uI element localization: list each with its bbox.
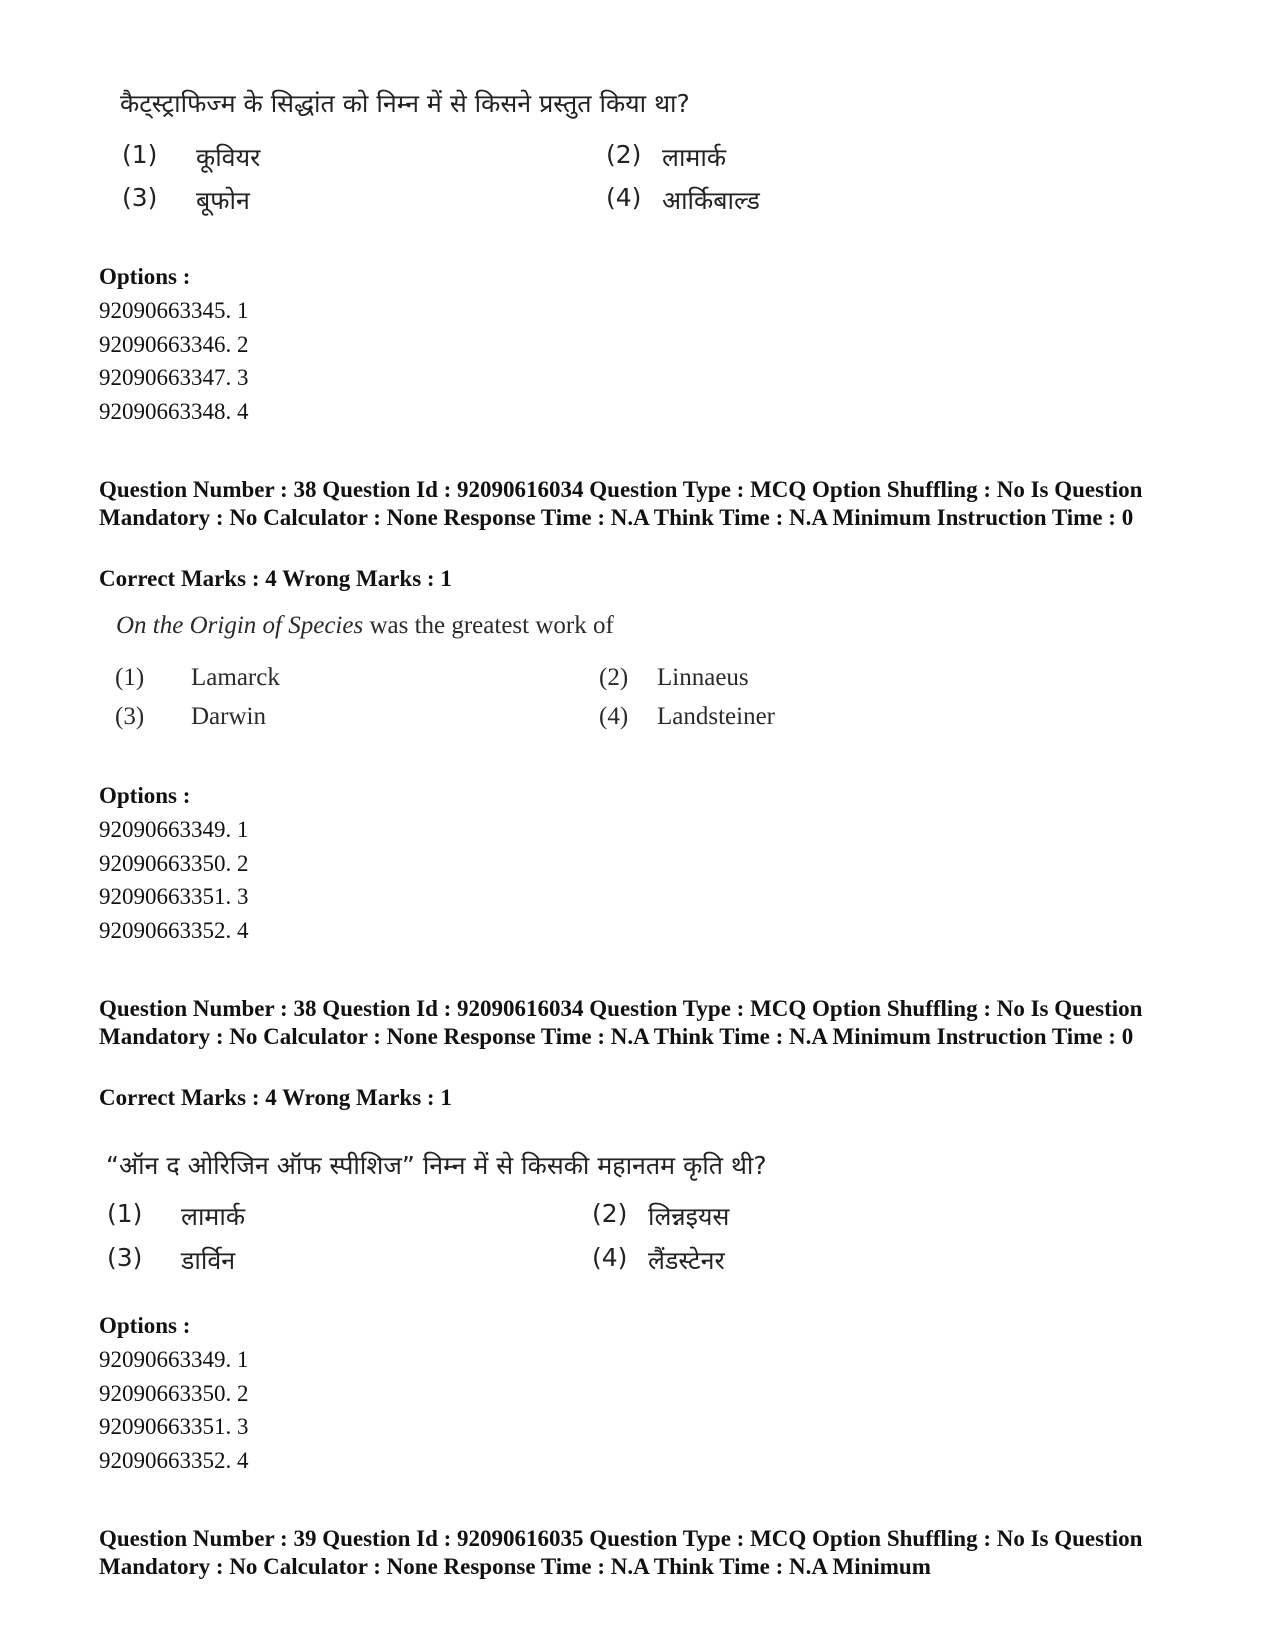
choice-text: लैंडस्टेनर — [648, 1246, 725, 1275]
option-line: 92090663352. 4 — [99, 1448, 249, 1473]
option-line: 92090663349. 1 — [99, 1347, 249, 1372]
question-text — [116, 612, 614, 640]
question-rest: was the greatest work of — [363, 612, 614, 639]
choice-number: (1) — [115, 664, 145, 691]
choice-number: (2) — [606, 140, 642, 169]
choice-text: लामार्क — [181, 1202, 246, 1231]
choice-3 — [122, 183, 522, 217]
option-line: 92090663348. 4 — [99, 399, 249, 424]
options-label: Options : — [99, 264, 191, 289]
choice-text: कूवियर — [196, 143, 261, 172]
choice-2 — [592, 1199, 992, 1233]
question-text: “ऑन द ओरिजिन ऑफ स्पीशिज” निम्न में से किसकी महानतम कृति थी? — [106, 1151, 767, 1180]
choice-number: (1) — [122, 140, 158, 169]
marks-line: Correct Marks : 4 Wrong Marks : 1 — [99, 566, 452, 591]
marks-line: Correct Marks : 4 Wrong Marks : 1 — [99, 1085, 452, 1110]
choice-number: (3) — [115, 703, 145, 730]
option-line: 92090663346. 2 — [99, 332, 249, 357]
choice-text: बूफोन — [196, 186, 250, 215]
choice-text: आर्किबाल्ड — [662, 186, 760, 215]
choice-text: लामार्क — [662, 143, 727, 172]
choice-text: लिन्नइयस — [648, 1202, 730, 1231]
choice-text: Darwin — [191, 703, 266, 730]
question-header: Question Number : 38 Question Id : 92090616034 Question Type : MCQ Option Shuffling : No Is Question Mandatory : No Calculator : None Response Time : N.A Think Time : N.A Minimum Instruction Time : 0 — [99, 477, 1143, 530]
options-label: Options : — [99, 1313, 191, 1338]
option-line: 92090663349. 1 — [99, 817, 249, 842]
choice-3 — [115, 703, 515, 735]
choice-number: (4) — [599, 703, 629, 730]
choice-text: Landsteiner — [657, 703, 776, 730]
option-line: 92090663351. 3 — [99, 884, 249, 909]
choice-4 — [592, 1243, 992, 1277]
option-line: 92090663350. 2 — [99, 851, 249, 876]
option-line: 92090663351. 3 — [99, 1414, 249, 1439]
choice-text: Linnaeus — [657, 664, 749, 691]
choice-number: (2) — [592, 1199, 628, 1228]
choice-number: (1) — [107, 1199, 143, 1228]
choice-number: (4) — [592, 1243, 628, 1272]
options-label: Options : — [99, 783, 191, 808]
choice-text: Lamarck — [191, 664, 280, 691]
choice-1 — [115, 664, 515, 696]
choice-2 — [599, 664, 999, 696]
choice-number: (3) — [107, 1243, 143, 1272]
choice-4 — [599, 703, 999, 735]
choice-number: (4) — [606, 183, 642, 212]
choice-1 — [107, 1199, 507, 1233]
option-line: 92090663350. 2 — [99, 1381, 249, 1406]
option-line: 92090663347. 3 — [99, 365, 249, 390]
choice-number: (3) — [122, 183, 158, 212]
question-header: Question Number : 38 Question Id : 92090616034 Question Type : MCQ Option Shuffling : No Is Question Mandatory : No Calculator : None Response Time : N.A Think Time : N.A Minimum Instruction Time : 0 — [99, 996, 1143, 1049]
choice-4 — [606, 183, 1006, 217]
choice-number: (2) — [599, 664, 629, 691]
option-line: 92090663345. 1 — [99, 298, 249, 323]
option-line: 92090663352. 4 — [99, 918, 249, 943]
question-header: Question Number : 39 Question Id : 92090616035 Question Type : MCQ Option Shuffling : No Is Question Mandatory : No Calculator : None Response Time : N.A Think Time : N.A Minimum — [99, 1526, 1143, 1579]
question-text: कैट्स्ट्राफिज्म के सिद्धांत को निम्न में से किसने प्रस्तुत किया था? — [120, 89, 690, 118]
choice-3 — [107, 1243, 507, 1277]
choice-text: डार्विन — [181, 1246, 236, 1275]
choice-1 — [122, 140, 522, 174]
book-title: On the Origin of Species — [116, 612, 364, 639]
choice-2 — [606, 140, 1006, 174]
